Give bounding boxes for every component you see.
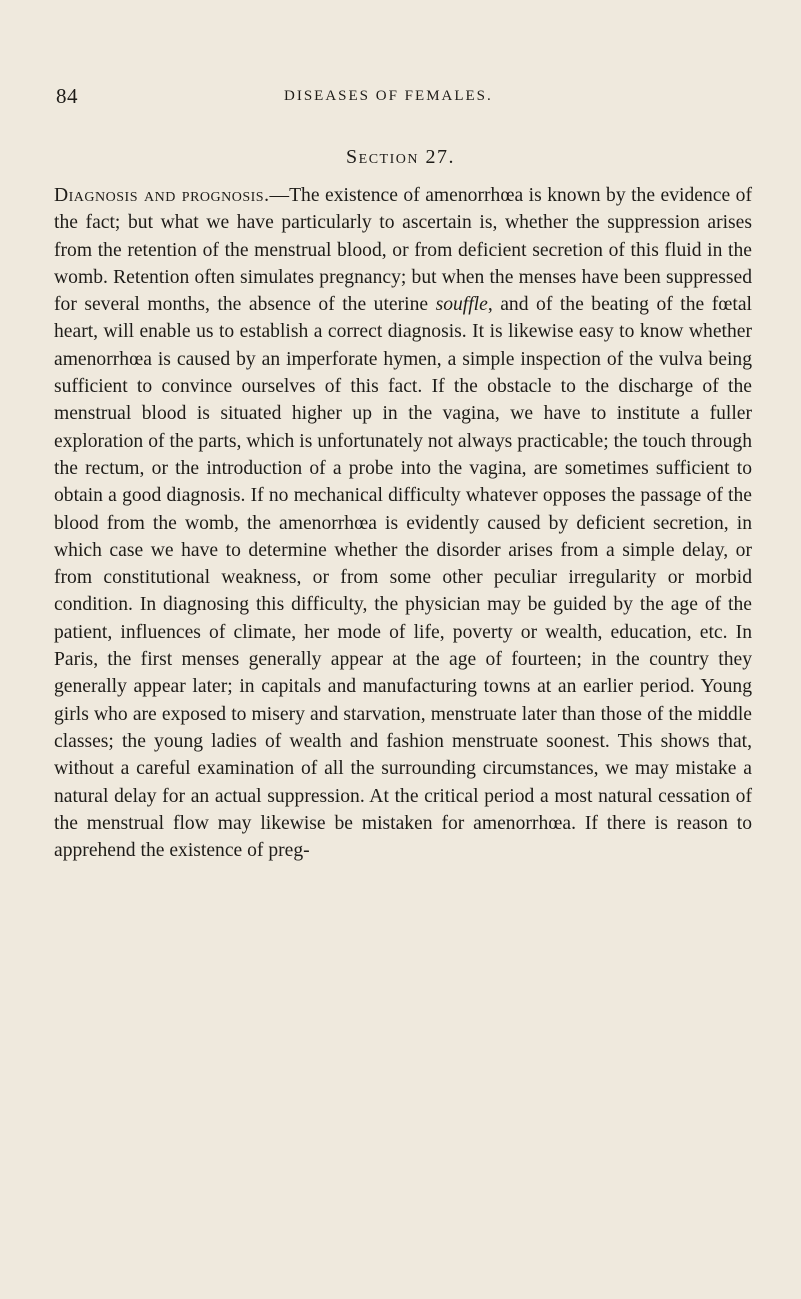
paragraph-text-part-2: , and of the beating of the fœtal heart, will enable us to establish a correct diagnosis. It is likewise easy to know whether amenorrhœa is caused by an imperforate hymen, a simple inspection of the vulva being sufficient to convince ourselves of this fact. If the obstacle to the discharge of the menstrual blood is situated higher up in the vagina, we have to institute a fuller exploration of the parts, which is unfortunately not always practicable; the touch through the rectum, or the introduction of a probe into the vagina, are sometimes sufficient to obtain a good diagnosis. If no mechanical difficulty whatever opposes the passage of the blood from the womb, the amenorrhœa is evidently caused by deficient secretion, in which case we have to determine whether the disorder arises from a simple delay, or from constitutional weakness, or from some other peculiar irregularity or morbid condition. In diagnosing this difficulty, the physician may be guided by the age of the patient, influences of climate, her mode of life, poverty or wealth, education, etc. In Paris, the first menses generally appear at the age of fourteen; in the country they generally appear later; in capitals and manufacturing towns at an earlier period. Young girls who are exposed to misery and starvation, menstruate later than those of the middle classes; the young ladies of wealth and fashion menstruate soonest. This shows that, without a careful examination of all the surrounding circumstances, we may mistake a natural delay for an actual suppression. At the critical period a most natural cessation of the menstrual flow may likewise be mistaken for amenorrhœa. If there is reason to apprehend the existence of preg- (54, 294, 752, 862)
paragraph-text-part-1: —The existence of amenorrhœa is known by the evidence of the fact; but what we have particularly to ascertain is, whether the suppression arises from the retention of the menstrual blood, or from deficient secretion of this fluid in the womb. Retention often simulates pregnancy; but when the menses have been suppressed for several months, the absence of the uterine (54, 185, 752, 316)
running-head (56, 84, 746, 114)
running-title: DISEASES OF FEMALES. (284, 88, 493, 104)
section-heading: Section 27. (346, 146, 455, 168)
body-paragraph (54, 182, 752, 864)
page-number: 84 (56, 84, 78, 108)
paragraph-lead-in: Diagnosis and prognosis. (54, 185, 270, 206)
paragraph-italic-term: souffle (435, 294, 488, 316)
